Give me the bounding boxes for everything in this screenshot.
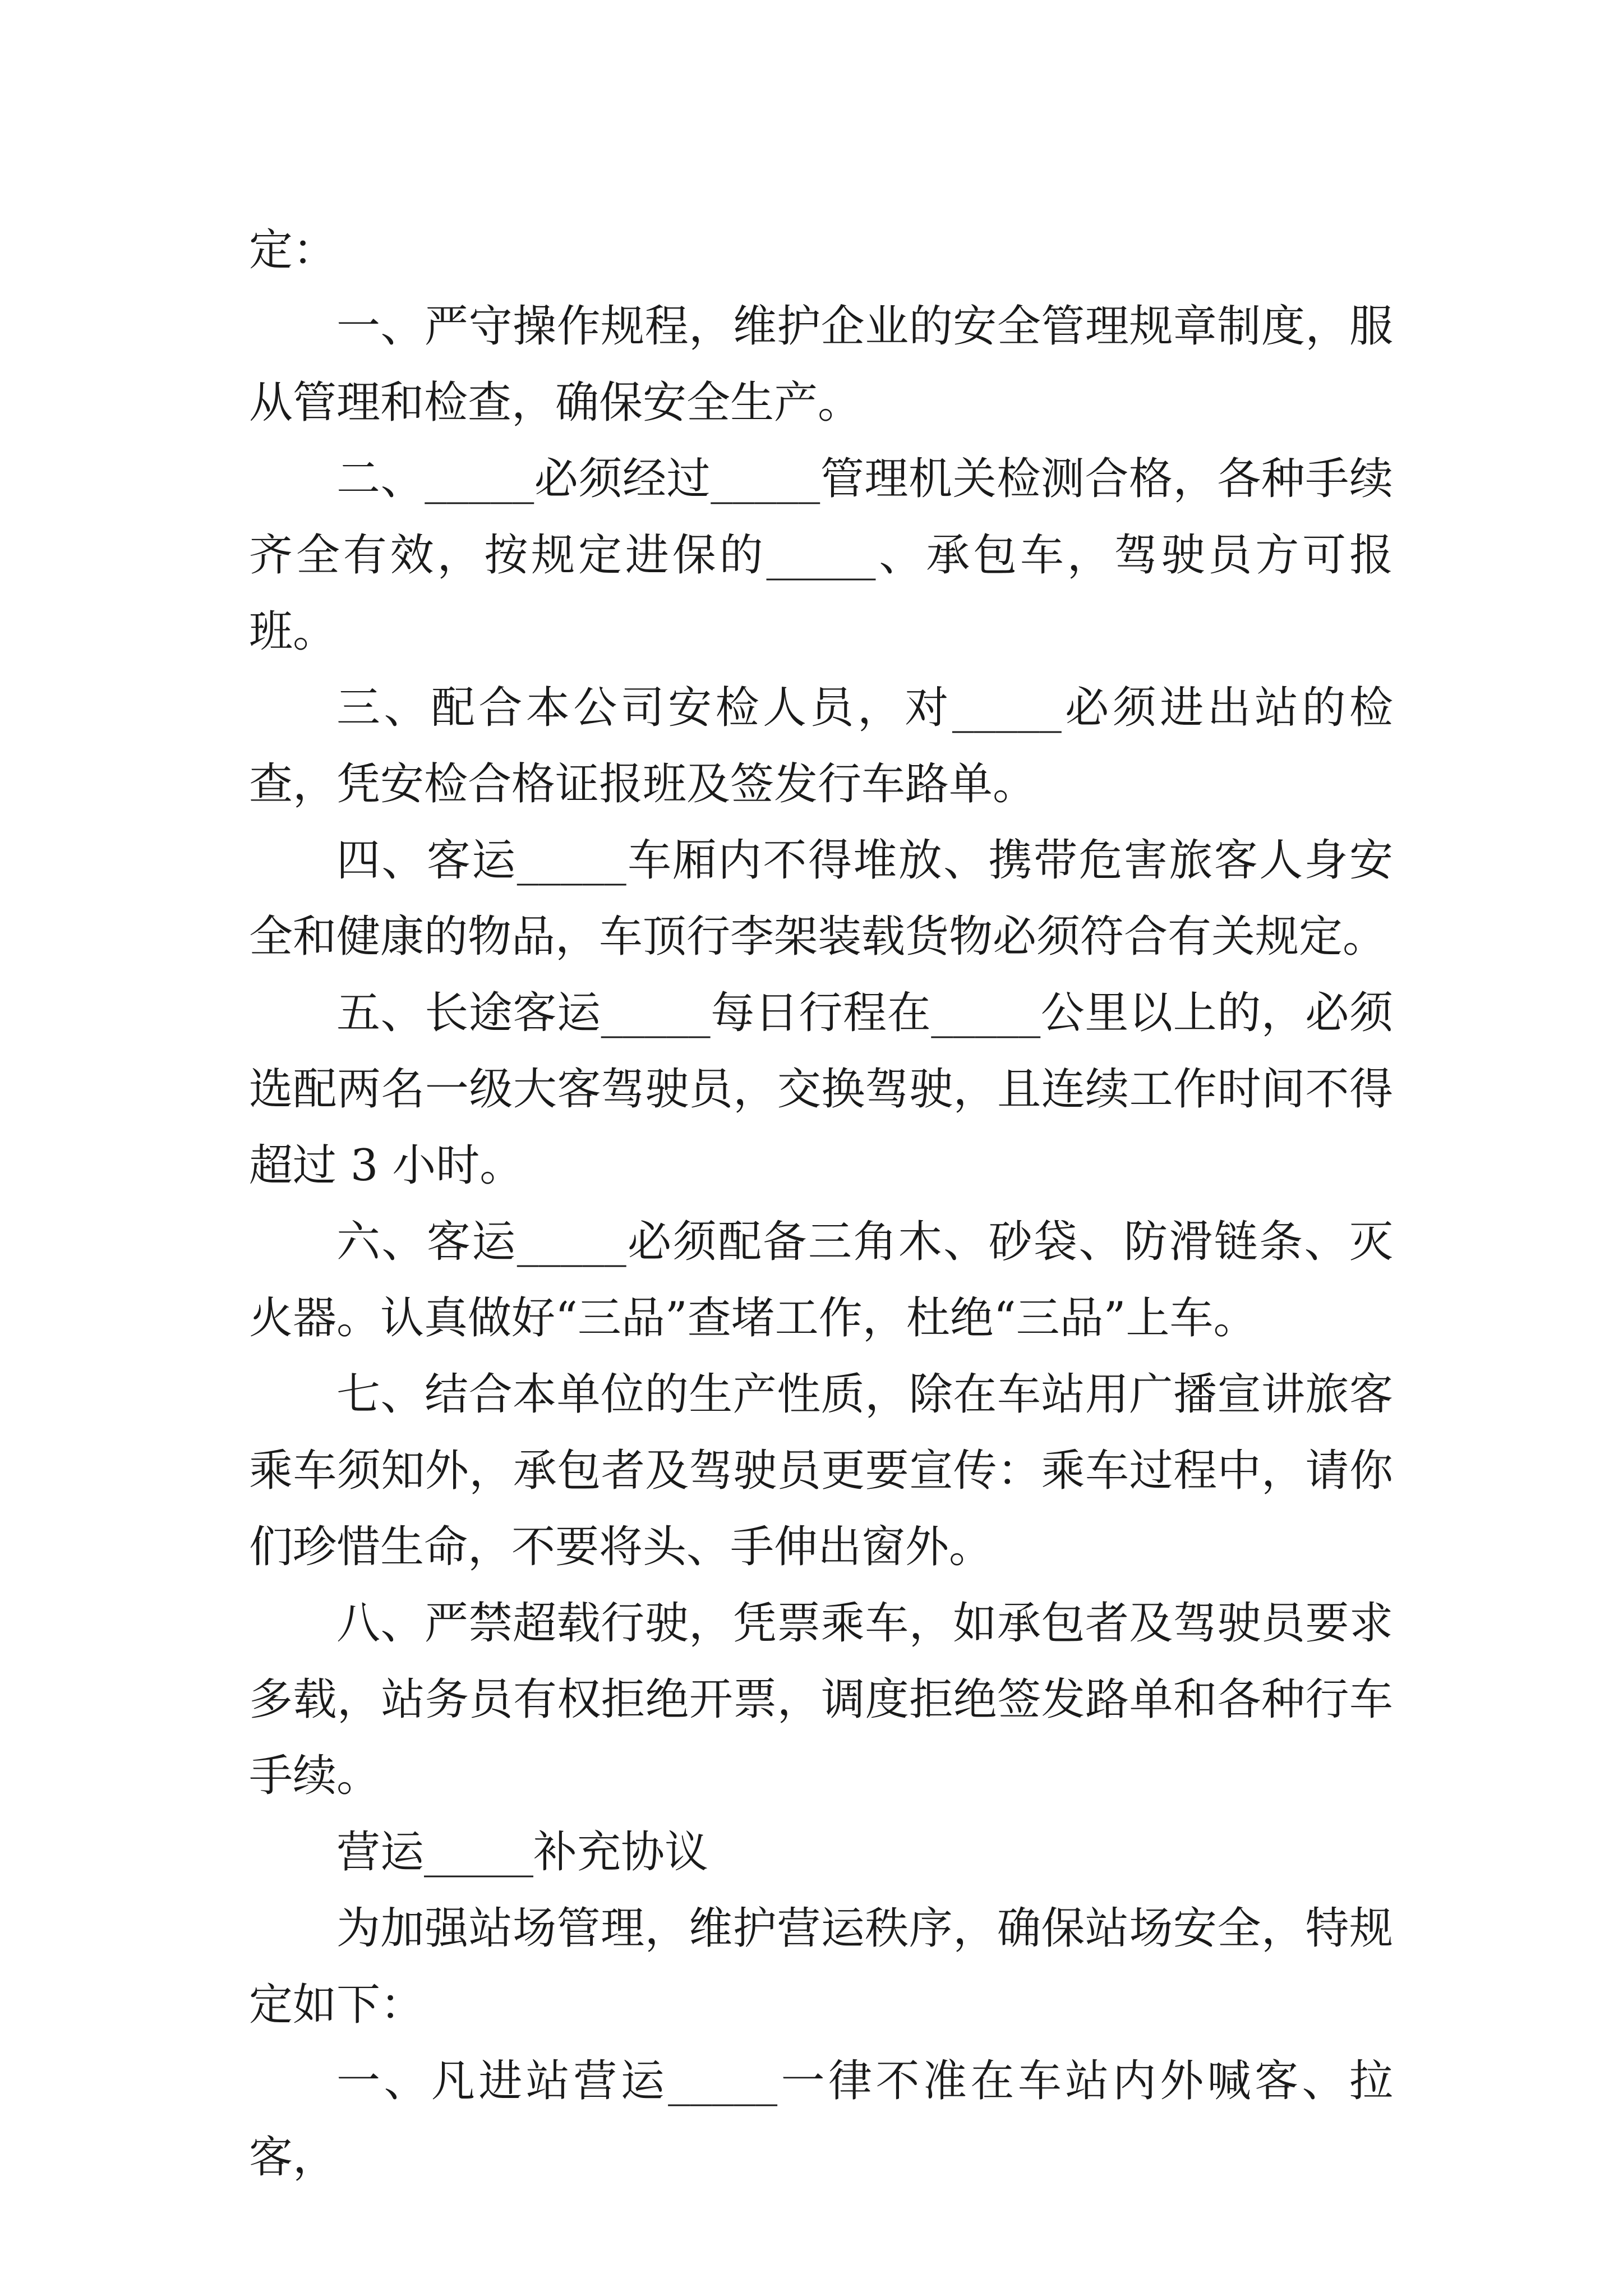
paragraph-rule-3: 三、配合本公司安检人员，对_____必须进出站的检查，凭安检合格证报班及签发行车路单。 — [249, 683, 1393, 809]
paragraph-supplementary-intro: 为加强站场管理，维护营运秩序，确保站场安全，特规定如下： — [249, 1903, 1393, 2030]
paragraph-rule-1: 一、严守操作规程，维护企业的安全管理规章制度，服从管理和检查，确保安全生产。 — [249, 301, 1393, 428]
paragraph-rule-4: 四、客运_____车厢内不得堆放、携带危害旅客人身安全和健康的物品，车顶行李架装载货物必须符合有关规定。 — [249, 835, 1393, 962]
section-heading-supplementary-agreement: 营运_____补充协议 — [336, 1827, 709, 1878]
paragraph-rule-2: 二、_____必须经过_____管理机关检测合格，各种手续齐全有效，按规定进保的_____、承包车，驾驶员方可报班。 — [249, 454, 1393, 657]
paragraph-rule-7: 七、结合本单位的生产性质，除在车站用广播宣讲旅客乘车须知外，承包者及驾驶员更要宣传：乘车过程中，请你们珍惜生命，不要将头、手伸出窗外。 — [249, 1369, 1393, 1572]
paragraph-rule-8: 八、严禁超载行驶，凭票乘车，如承包者及驾驶员要求多载，站务员有权拒绝开票，调度拒绝签发路单和各种行车手续。 — [249, 1598, 1393, 1801]
paragraph-supplementary-rule-1: 一、凡进站营运_____一律不准在车站内外喊客、拉客， — [249, 2056, 1393, 2183]
paragraph-rule-6: 六、客运_____必须配备三角木、砂袋、防滑链条、灭火器。认真做好“三品”查堵工作，杜绝“三品”上车。 — [249, 1217, 1393, 1343]
document-body — [249, 212, 1393, 2196]
paragraph-continuation: 定： — [249, 225, 337, 275]
paragraph-rule-5: 五、长途客运_____每日行程在_____公里以上的，必须选配两名一级大客驾驶员，交换驾驶，且连续工作时间不得超过 3 小时。 — [249, 988, 1393, 1191]
